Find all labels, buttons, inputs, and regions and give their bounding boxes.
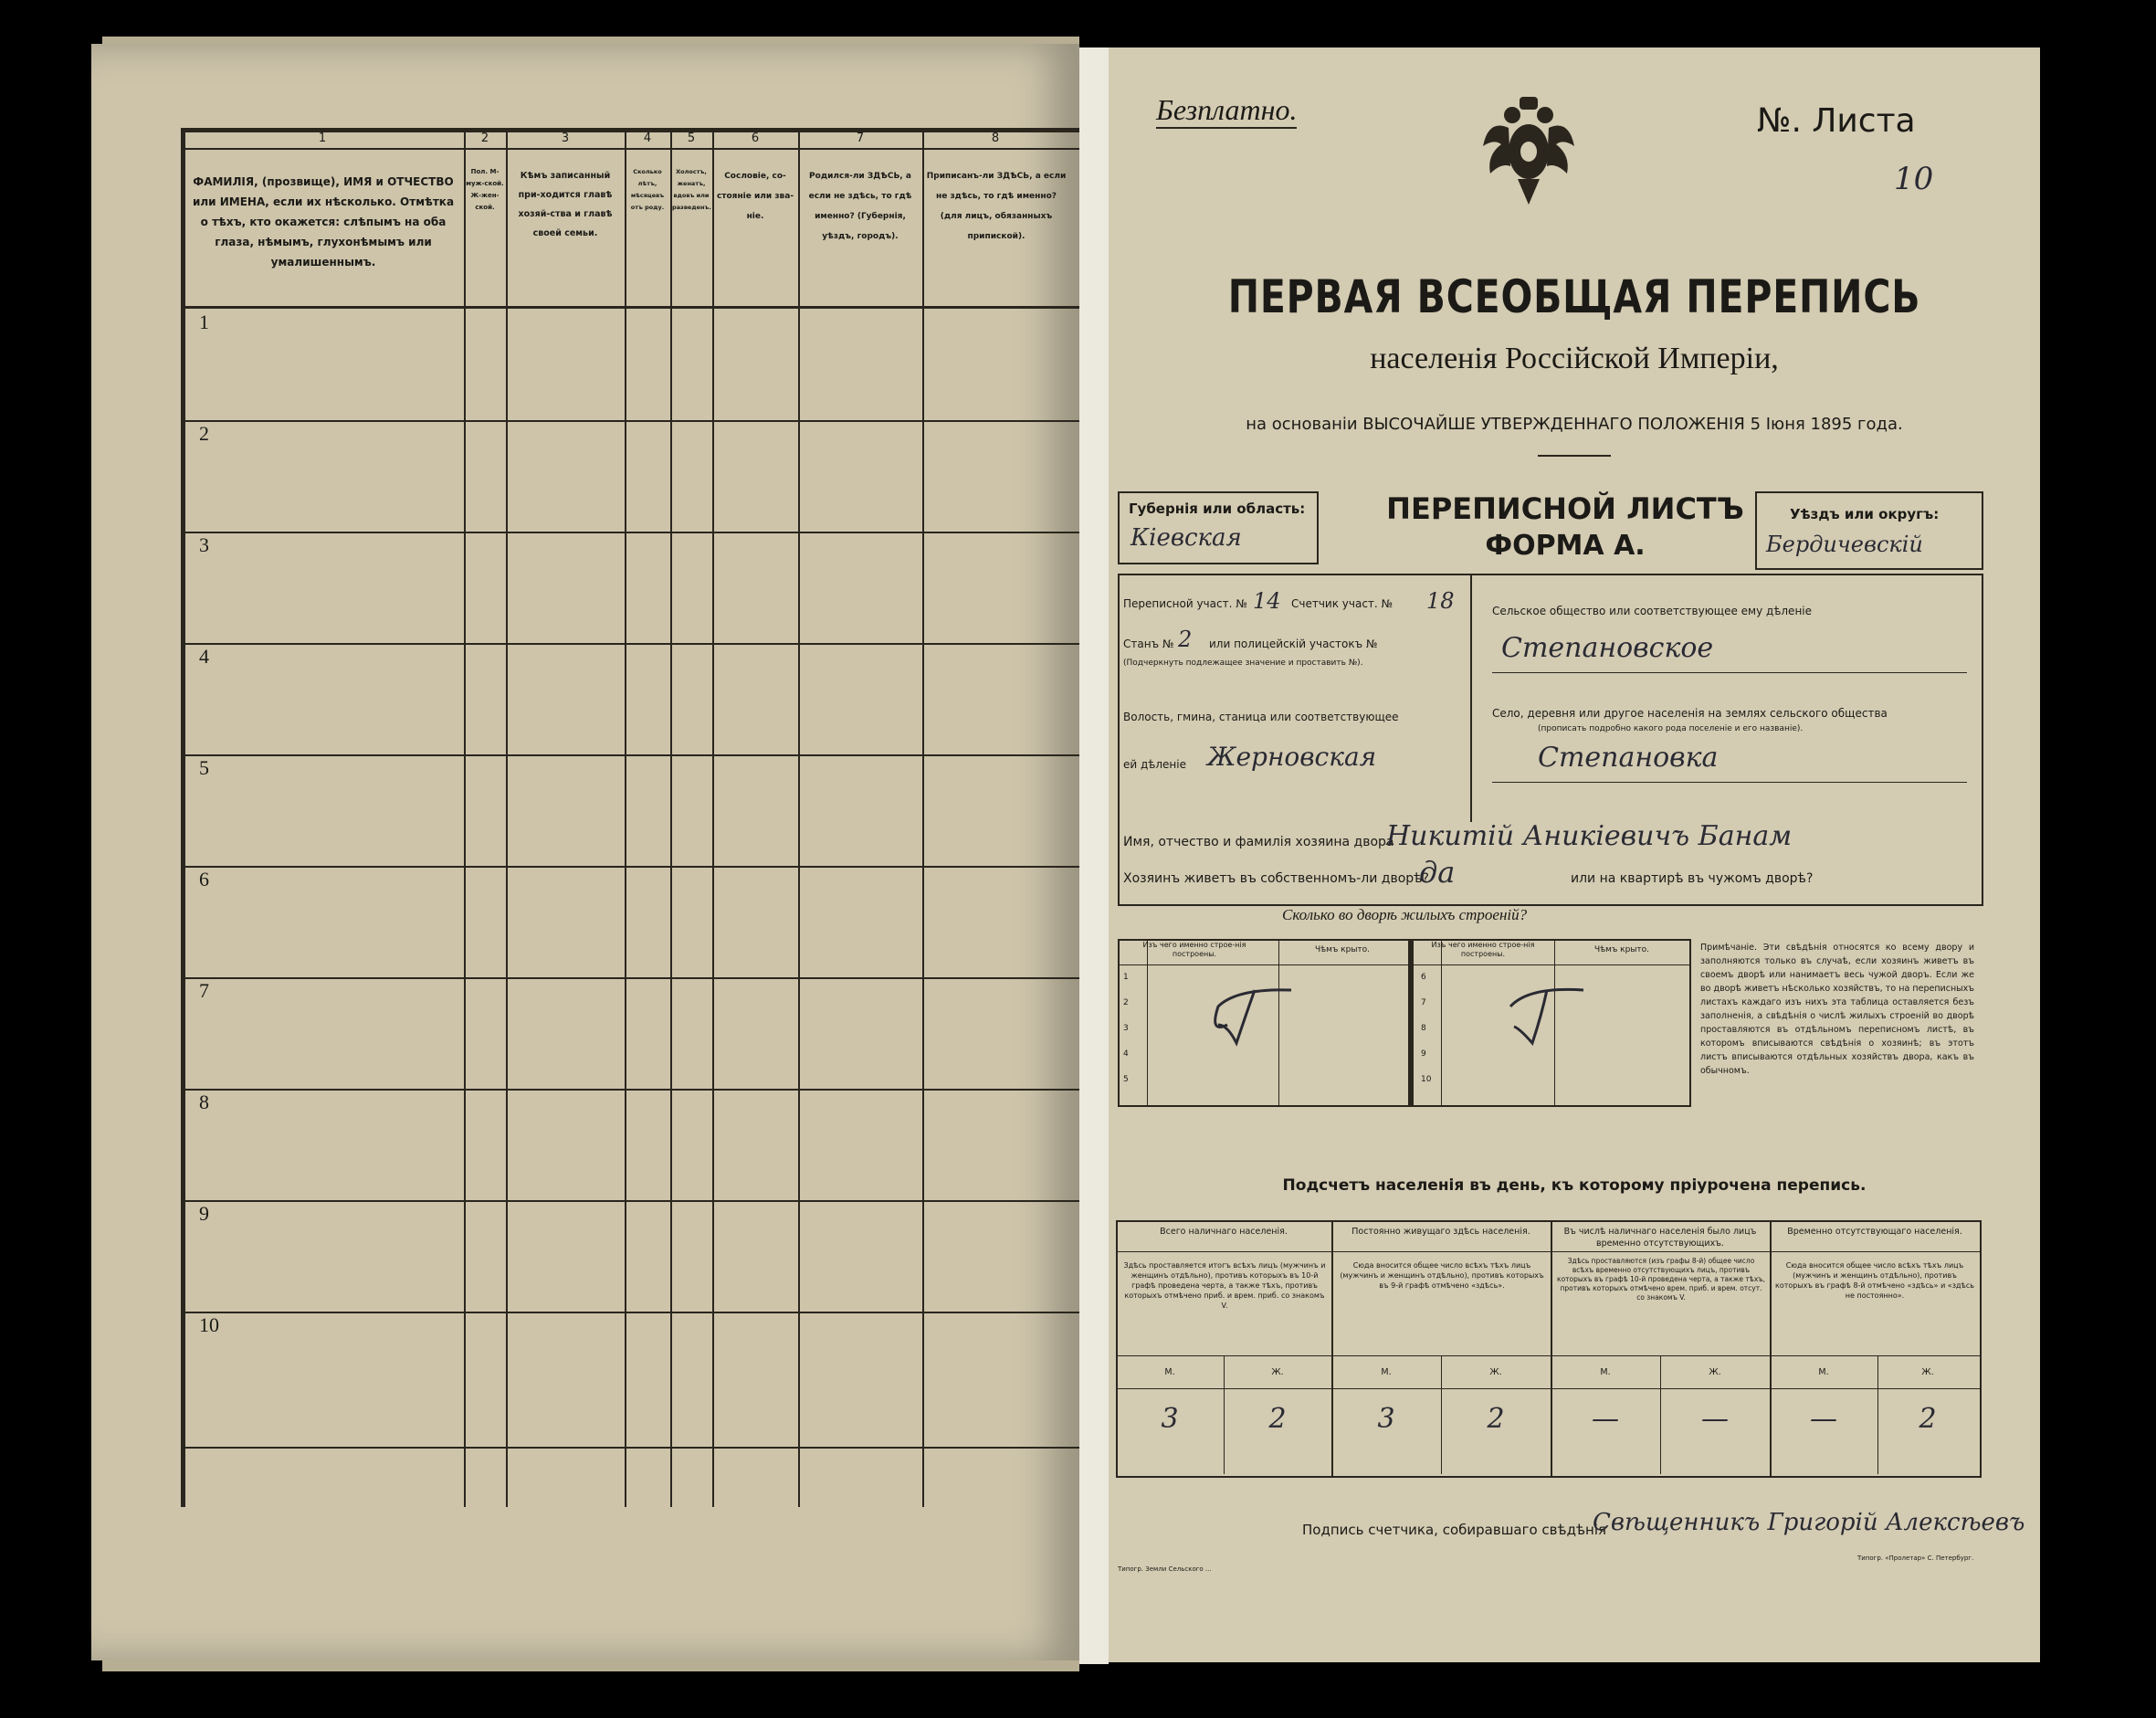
- column-header: Родился-ли ЗДѢСЬ, а если не здѣсь, то гдѣ именно? (Губернія, уѣздъ, городъ).: [808, 172, 912, 241]
- building-row-number: 6: [1421, 973, 1426, 982]
- buildings-head-material-2: Изъ чего именно строе-нія построены.: [1431, 941, 1535, 958]
- sex-label: Ж.: [1921, 1367, 1934, 1377]
- summary-desc: Сюда вносится общее число всѣхъ тѣхъ лицъ (мужчинъ и женщинъ отдѣльно), противъ которыхъ въ 9-й графѣ отмѣчено «здѣсь».: [1340, 1261, 1544, 1290]
- village-value[interactable]: Степановка: [1538, 742, 1719, 774]
- uezd-label: Уѣздъ или округъ:: [1790, 506, 1940, 522]
- district-value[interactable]: 14: [1253, 588, 1281, 614]
- gubernia-value[interactable]: Кіевская: [1131, 524, 1242, 552]
- row-divider: [181, 532, 1080, 533]
- column-header: Приписанъ-ли ЗДѢСЬ, а если не здѣсь, то гдѣ именно? (для лицъ, обязанныхъ припиской).: [926, 172, 1067, 241]
- row-divider: [181, 643, 1080, 645]
- row-divider: [181, 1089, 1080, 1091]
- column-header: Кѣмъ записанный при-ходится главѣ хозяй-ства и главѣ своей семьи.: [518, 171, 613, 238]
- free-label: Безплатно.: [1156, 93, 1297, 129]
- count-cell[interactable]: 2: [1487, 1403, 1505, 1435]
- owner-label: Имя, отчество и фамилія хозяина двора: [1123, 835, 1394, 849]
- building-row-number: 10: [1421, 1075, 1432, 1084]
- volost-label-2: ей дѣленіе: [1123, 758, 1186, 771]
- sheet-number-label: №. Листа: [1757, 102, 1916, 140]
- row-divider: [181, 977, 1080, 979]
- page-title: ПЕРВАЯ ВСЕОБЩАЯ ПЕРЕПИСЬ: [1227, 270, 1921, 323]
- double-headed-eagle-emblem-icon: [1481, 91, 1576, 208]
- volost-value[interactable]: Жерновская: [1207, 742, 1377, 772]
- count-cell[interactable]: —: [1592, 1403, 1619, 1435]
- col-divider: [922, 128, 924, 1507]
- column-number: 3: [561, 132, 570, 145]
- summary-desc-line: [1116, 1355, 1980, 1356]
- ornament-divider: [1538, 455, 1611, 457]
- buildings-head-line: [1118, 964, 1689, 965]
- summary-sex-line: [1116, 1388, 1980, 1389]
- row-divider: [181, 420, 1080, 422]
- row-number: 2: [199, 422, 209, 445]
- stan-note: (Подчеркнуть подлежащее значение и проставить №).: [1123, 659, 1363, 668]
- building-row-number: 8: [1421, 1024, 1426, 1033]
- sex-label: М.: [1600, 1367, 1611, 1377]
- note-text: Примѣчаніе. Эти свѣдѣнія относятся ко всему двору и заполняются только въ случаѣ, если хозяинъ живетъ въ своемъ дворѣ или нанимаетъ весь чужой дворъ. Если же во дворѣ живетъ нѣсколько хозяйствъ, то на переписныхъ листахъ каждаго изъ нихъ эта таблица оставляется безъ заполненія, а свѣдѣнія о числѣ жилыхъ строеній во дворѣ проставляются въ отдѣльномъ переписномъ листѣ, въ которомъ вписываются свѣдѣнія о хозяинѣ; въ этотъ листъ вписываются отдѣльных хозяйствъ двора, какъ въ обычномъ.: [1700, 943, 1974, 1076]
- details-divider: [1470, 575, 1472, 822]
- volost-label: Волость, гмина, станица или соответствующее: [1123, 711, 1399, 723]
- column-number: 7: [856, 132, 865, 145]
- handwritten-mark-icon: [1200, 970, 1309, 1052]
- sheet-number-value: 10: [1894, 161, 1934, 197]
- header-divider: [181, 148, 1080, 150]
- right-page: [1109, 47, 2040, 1662]
- stan-label: Станъ №: [1123, 638, 1174, 650]
- sex-label: М.: [1818, 1367, 1829, 1377]
- column-number: 2: [480, 132, 489, 145]
- row-number: 4: [199, 645, 209, 668]
- page-gutter: [1079, 47, 1109, 1664]
- summary-head: Постоянно живущаго здѣсь населенія.: [1351, 1227, 1530, 1237]
- uezd-box: [1755, 491, 1983, 570]
- gubernia-label: Губернія или область:: [1129, 501, 1306, 517]
- building-row-number: 2: [1123, 998, 1129, 1007]
- village-underline: [1492, 782, 1967, 783]
- counter-label: Счетчик участ. №: [1291, 597, 1394, 610]
- owner-value[interactable]: Никитій Аникіевичъ Банам: [1386, 820, 1793, 852]
- count-cell[interactable]: 3: [1161, 1403, 1179, 1435]
- count-cell[interactable]: 3: [1377, 1403, 1395, 1435]
- building-row-number: 7: [1421, 998, 1426, 1007]
- col-divider: [464, 128, 466, 1507]
- counter-value[interactable]: 18: [1426, 588, 1455, 614]
- building-row-number: 9: [1421, 1049, 1426, 1059]
- summary-table: [1116, 1220, 1982, 1478]
- summary-col-line: [1551, 1220, 1552, 1476]
- legal-basis: на основаніи ВЫСОЧАЙШЕ УТВЕРЖДЕННАГО ПОЛОЖЕНІЯ 5 Іюня 1895 года.: [1246, 415, 1903, 434]
- col-divider: [712, 128, 714, 1507]
- own-house-value[interactable]: да: [1419, 855, 1456, 890]
- signature-value[interactable]: Свѣщенникъ Григорій Алексѣевъ: [1593, 1509, 2025, 1536]
- row-number: 6: [199, 868, 209, 891]
- buildings-question: Сколько во дворѣ жилыхъ строеній?: [1282, 906, 1528, 923]
- count-cell[interactable]: —: [1701, 1403, 1729, 1435]
- summary-head: Всего наличнаго населенія.: [1160, 1227, 1288, 1237]
- form-title: ПЕРЕПИСНОЙ ЛИСТЪ: [1386, 491, 1744, 526]
- buildings-head-roof: Чѣмъ крыто.: [1314, 945, 1371, 954]
- row-divider: [181, 866, 1080, 868]
- building-row-number: 1: [1123, 973, 1129, 982]
- row-number: 8: [199, 1091, 209, 1113]
- summary-col-line: [1770, 1220, 1772, 1476]
- row-number: 3: [199, 533, 209, 556]
- rent-label: или на квартирѣ въ чужомъ дворѣ?: [1571, 871, 1814, 886]
- buildings-head-material: Изъ чего именно строе-нія построены.: [1142, 941, 1246, 958]
- printer-right: Типогр. «Пролетар» С. Петербург.: [1857, 1555, 1974, 1562]
- header-bottom-border: [181, 306, 1080, 309]
- stan-value[interactable]: 2: [1178, 627, 1193, 652]
- building-row-number: 4: [1123, 1049, 1129, 1059]
- sex-label: М.: [1164, 1367, 1175, 1377]
- stan-rest-label: или полицейскій участокъ №: [1209, 638, 1378, 650]
- column-header: ФАМИЛІЯ, (прозвище), ИМЯ и ОТЧЕСТВО или ИМЕНА, если их нѣсколько. Отмѣтка о тѣхъ, кто окажется: слѣпымъ на оба глаза, нѣмымъ, глухонѣмымъ или умалишеннымъ.: [192, 175, 455, 269]
- summary-desc: Здѣсь проставляются (изъ графы 8-й) общее число всѣхъ временно отсутствующихъ лицъ, противъ которыхъ въ графѣ 10-й проведена черта, а также тѣхъ, противъ которыхъ отмѣчено врем. приб. и врем. отсут. со знакомъ V.: [1557, 1257, 1765, 1302]
- row-divider: [181, 1312, 1080, 1313]
- col-divider: [625, 128, 626, 1507]
- col-divider: [670, 128, 672, 1507]
- row-number: 5: [199, 756, 209, 779]
- signature-label: Подпись счетчика, собиравшаго свѣдѣнія: [1302, 1522, 1607, 1538]
- row-divider: [181, 1200, 1080, 1202]
- row-number: 9: [199, 1202, 209, 1225]
- column-header: Холостъ, женатъ, вдовъ или разведенъ.: [672, 168, 711, 211]
- column-number: 6: [751, 132, 760, 145]
- summary-col-line: [1331, 1220, 1333, 1476]
- summary-title: Подсчетъ населенія въ день, къ которому пріурочена перепись.: [1282, 1176, 1867, 1195]
- district-label: Переписной участ. №: [1123, 597, 1247, 610]
- row-number: 10: [199, 1313, 219, 1336]
- summary-head: Въ числѣ наличнаго населенія было лицъ временно отсутствующихъ.: [1563, 1227, 1757, 1249]
- column-header: Сколько лѣтъ, мѣсяцевъ отъ роду.: [630, 168, 665, 211]
- col-divider: [506, 128, 508, 1507]
- column-number: 5: [687, 132, 696, 145]
- row-divider: [181, 1447, 1080, 1449]
- society-value[interactable]: Степановское: [1501, 632, 1714, 664]
- row-divider: [181, 754, 1080, 756]
- sex-label: Ж.: [1271, 1367, 1284, 1377]
- summary-desc: Здѣсь проставляется итогъ всѣхъ лицъ (мужчинъ и женщинъ отдѣльно), противъ которыхъ въ 10-й графѣ проведена черта, а также тѣхъ, противъ которыхъ отмѣчено приб. и врем. приб. со знакомъ V.: [1123, 1261, 1326, 1310]
- sex-label: Ж.: [1489, 1367, 1502, 1377]
- printer-left: Типогр. Земли Сельского ...: [1118, 1565, 1212, 1573]
- column-header: Сословіе, со-стояніе или зва-ніе.: [716, 172, 794, 221]
- building-row-number: 5: [1123, 1075, 1129, 1084]
- form-subtitle: ФОРМА А.: [1485, 530, 1646, 562]
- count-cell[interactable]: 2: [1919, 1403, 1937, 1435]
- summary-desc: Сюда вносится общее число всѣхъ тѣхъ лицъ (мужчинъ и женщинъ отдѣльно), противъ которыхъ въ графѣ 8-й отмѣчено «здѣсь» и «здѣсь не постоянно».: [1775, 1261, 1974, 1300]
- village-note: (прописать подробно какого рода поселеніе и его названіе).: [1538, 724, 1804, 733]
- buildings-head-roof-2: Чѣмъ крыто.: [1593, 945, 1650, 954]
- own-house-label: Хозяинъ живетъ въ собственномъ-ли дворѣ?: [1123, 871, 1429, 886]
- uezd-value[interactable]: Бердичевскій: [1766, 532, 1923, 557]
- summary-head-line: [1116, 1251, 1980, 1252]
- society-underline: [1492, 672, 1967, 673]
- handwritten-mark-icon: [1492, 970, 1602, 1052]
- row-number: 7: [199, 979, 209, 1002]
- count-cell[interactable]: 2: [1268, 1403, 1287, 1435]
- sex-label: Ж.: [1709, 1367, 1721, 1377]
- summary-head: Временно отсутствующаго населенія.: [1787, 1227, 1962, 1237]
- details-box: [1118, 574, 1983, 906]
- column-number: 8: [991, 132, 1000, 145]
- column-header: Пол. М-муж-ской. Ж-жен-ской.: [466, 168, 504, 211]
- village-label: Село, деревня или другое населенія на землях сельского общества: [1492, 707, 1888, 720]
- table-left-border: [181, 128, 185, 1507]
- column-number: 1: [318, 132, 327, 145]
- col-divider: [798, 128, 800, 1507]
- row-number: 1: [199, 311, 209, 333]
- page-subtitle: населенія Россійской Имперіи,: [1370, 342, 1779, 375]
- column-number: 4: [643, 132, 652, 145]
- building-row-number: 3: [1123, 1024, 1129, 1033]
- household-members-table: [181, 128, 1080, 1507]
- society-label: Сельское общество или соответствующее ему дѣленіе: [1492, 605, 1813, 617]
- count-cell[interactable]: —: [1810, 1403, 1837, 1435]
- sex-label: М.: [1381, 1367, 1392, 1377]
